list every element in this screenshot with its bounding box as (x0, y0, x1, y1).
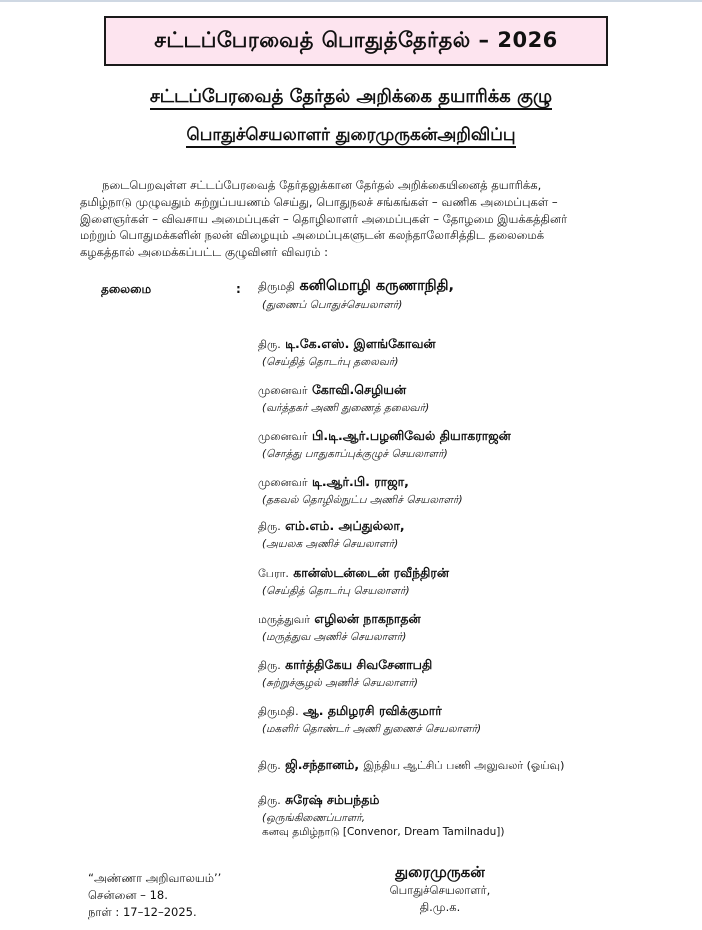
member-prefix: முனைவர் (258, 430, 308, 443)
committee-member (258, 382, 429, 415)
member-name: கனிமொழி கருணாநிதி, (299, 278, 455, 294)
committee-member (258, 474, 463, 507)
member-role: (செய்தித் தொடர்பு செயலாளர்) (262, 585, 410, 597)
intro-line: மற்றும் பொதுமக்களின் நலன் விழையும் அமைப்புகளுடன் கலந்தாலோசித்திட தலைமைக் (80, 228, 545, 243)
member-role: (வர்த்தகர் அணி துணைத் தலைவர்) (262, 402, 430, 414)
member-role: (சொத்து பாதுகாப்புக்குழுச் செயலாளர்) (262, 448, 448, 460)
address-block (88, 870, 221, 921)
member-name: ஆ. தமிழரசி ரவிக்குமார் (302, 703, 442, 718)
member-name: கான்ஸ்டன்டைன் ரவீந்திரன் (293, 565, 449, 580)
member-prefix: திரு. (258, 520, 281, 533)
committee-subtitle: சட்டப்பேரவைத் தேர்தல் அறிக்கை தயாரிக்க குழு (0, 86, 702, 109)
member-role: (தகவல் தொழில்நுட்ப அணிச் செயலாளர்) (262, 494, 463, 506)
member-role: (சுற்றுச்சூழல் அணிச் செயலாளர்) (262, 677, 418, 689)
intro-line: இளைஞர்கள் – விவசாய அமைப்புகள் – தொழிலாளர் அமைப்புகள் – தோழமை இயக்கத்தினர் (80, 211, 568, 226)
member-role: இந்திய ஆட்சிப் பணி அலுவலர் (ஓய்வு) (363, 759, 565, 772)
member-name: டி.ஆர்.பி. ராஜா, (311, 474, 409, 489)
member-role: (மருத்துவ அணிச் செயலாளர்) (262, 631, 407, 643)
committee-member (258, 703, 481, 736)
member-role: (அயலக அணிச் செயலாளர்) (262, 538, 399, 550)
intro-line: நடைபெறவுள்ள சட்டப்பேரவைத் தேர்தலுக்கான தேர்தல் அறிக்கையினைத் தயாரிக்க, (102, 178, 542, 192)
member-role-continued: கனவு தமிழ்நாடு [Convenor, Dream Tamilnadu]) (262, 826, 505, 838)
signatory-name: துரைமுருகன் (395, 863, 485, 881)
committee-member (258, 657, 432, 690)
member-prefix: முனைவர் (258, 476, 308, 489)
committee-member (258, 428, 511, 461)
member-prefix: திருமதி (258, 280, 296, 293)
member-role: (செய்தித் தொடர்பு தலைவர்) (262, 356, 399, 368)
member-role: (துணைப் பொதுச்செயலாளர்) (262, 299, 403, 311)
member-name: எழிலன் நாகநாதன் (314, 611, 421, 626)
member-name: பி.டி.ஆர்.பழனிவேல் தியாகராஜன் (311, 428, 511, 443)
member-role: (ஒருங்கிணைப்பாளர், (262, 812, 366, 824)
member-prefix: திரு. (258, 338, 281, 351)
committee-member (258, 336, 436, 369)
intro-line: தமிழ்நாடு முழுவதும் சுற்றுப்பயணம் செய்து, பொதுநலச் சங்கங்கள் – வணிக அமைப்புகள் – (80, 194, 558, 209)
committee-member (258, 611, 421, 644)
member-prefix: மருத்துவர் (258, 613, 311, 626)
member-name: சுரேஷ் சம்பந்தம் (285, 792, 380, 807)
member-name: ஜி.சந்தானம், (285, 757, 360, 772)
date-line: நாள் : 17–12–2025. (88, 905, 197, 919)
intro-line: கழகத்தால் அமைக்கப்பட்ட குழுவினர் விவரம் : (80, 245, 329, 260)
member-prefix: திரு. (258, 794, 281, 807)
committee-member (258, 565, 449, 598)
member-name: எம்.எம். அப்துல்லா, (285, 518, 405, 533)
office-name: “அண்ணா அறிவாலயம்’’ (88, 871, 222, 885)
party-name: தி.மு.க. (419, 900, 461, 914)
city-line: சென்னை – 18. (88, 888, 168, 902)
committee-member (258, 278, 454, 312)
member-role: (மகளிர் தொண்டர் அணி துணைச் செயலாளர்) (262, 723, 482, 735)
chair-label: தலைமை (101, 282, 152, 296)
member-name: கோவி.செழியன் (311, 382, 407, 397)
committee-member (258, 518, 405, 551)
committee-member (258, 757, 564, 774)
member-name: டி.கே.எஸ். இளங்கோவன் (285, 336, 436, 351)
member-prefix: திரு. (258, 659, 281, 672)
intro-paragraph (80, 177, 660, 261)
member-prefix: முனைவர் (258, 384, 308, 397)
member-prefix: திருமதி. (258, 705, 299, 718)
top-divider (0, 0, 702, 2)
chair-colon: : (236, 282, 241, 296)
member-prefix: திரு. (258, 759, 281, 772)
member-prefix: பேரா. (258, 567, 289, 580)
committee-member (258, 792, 505, 839)
page-title: சட்டப்பேரவைத் பொதுத்தேர்தல் – 2026 (104, 16, 608, 66)
signatory-designation: பொதுச்செயலாளர், (389, 883, 491, 897)
member-name: கார்த்திகேய சிவசேனாபதி (285, 657, 433, 672)
signature-block (380, 862, 500, 916)
announcement-heading: பொதுச்செயலாளர் துரைமுருகன்அறிவிப்பு (0, 125, 702, 147)
